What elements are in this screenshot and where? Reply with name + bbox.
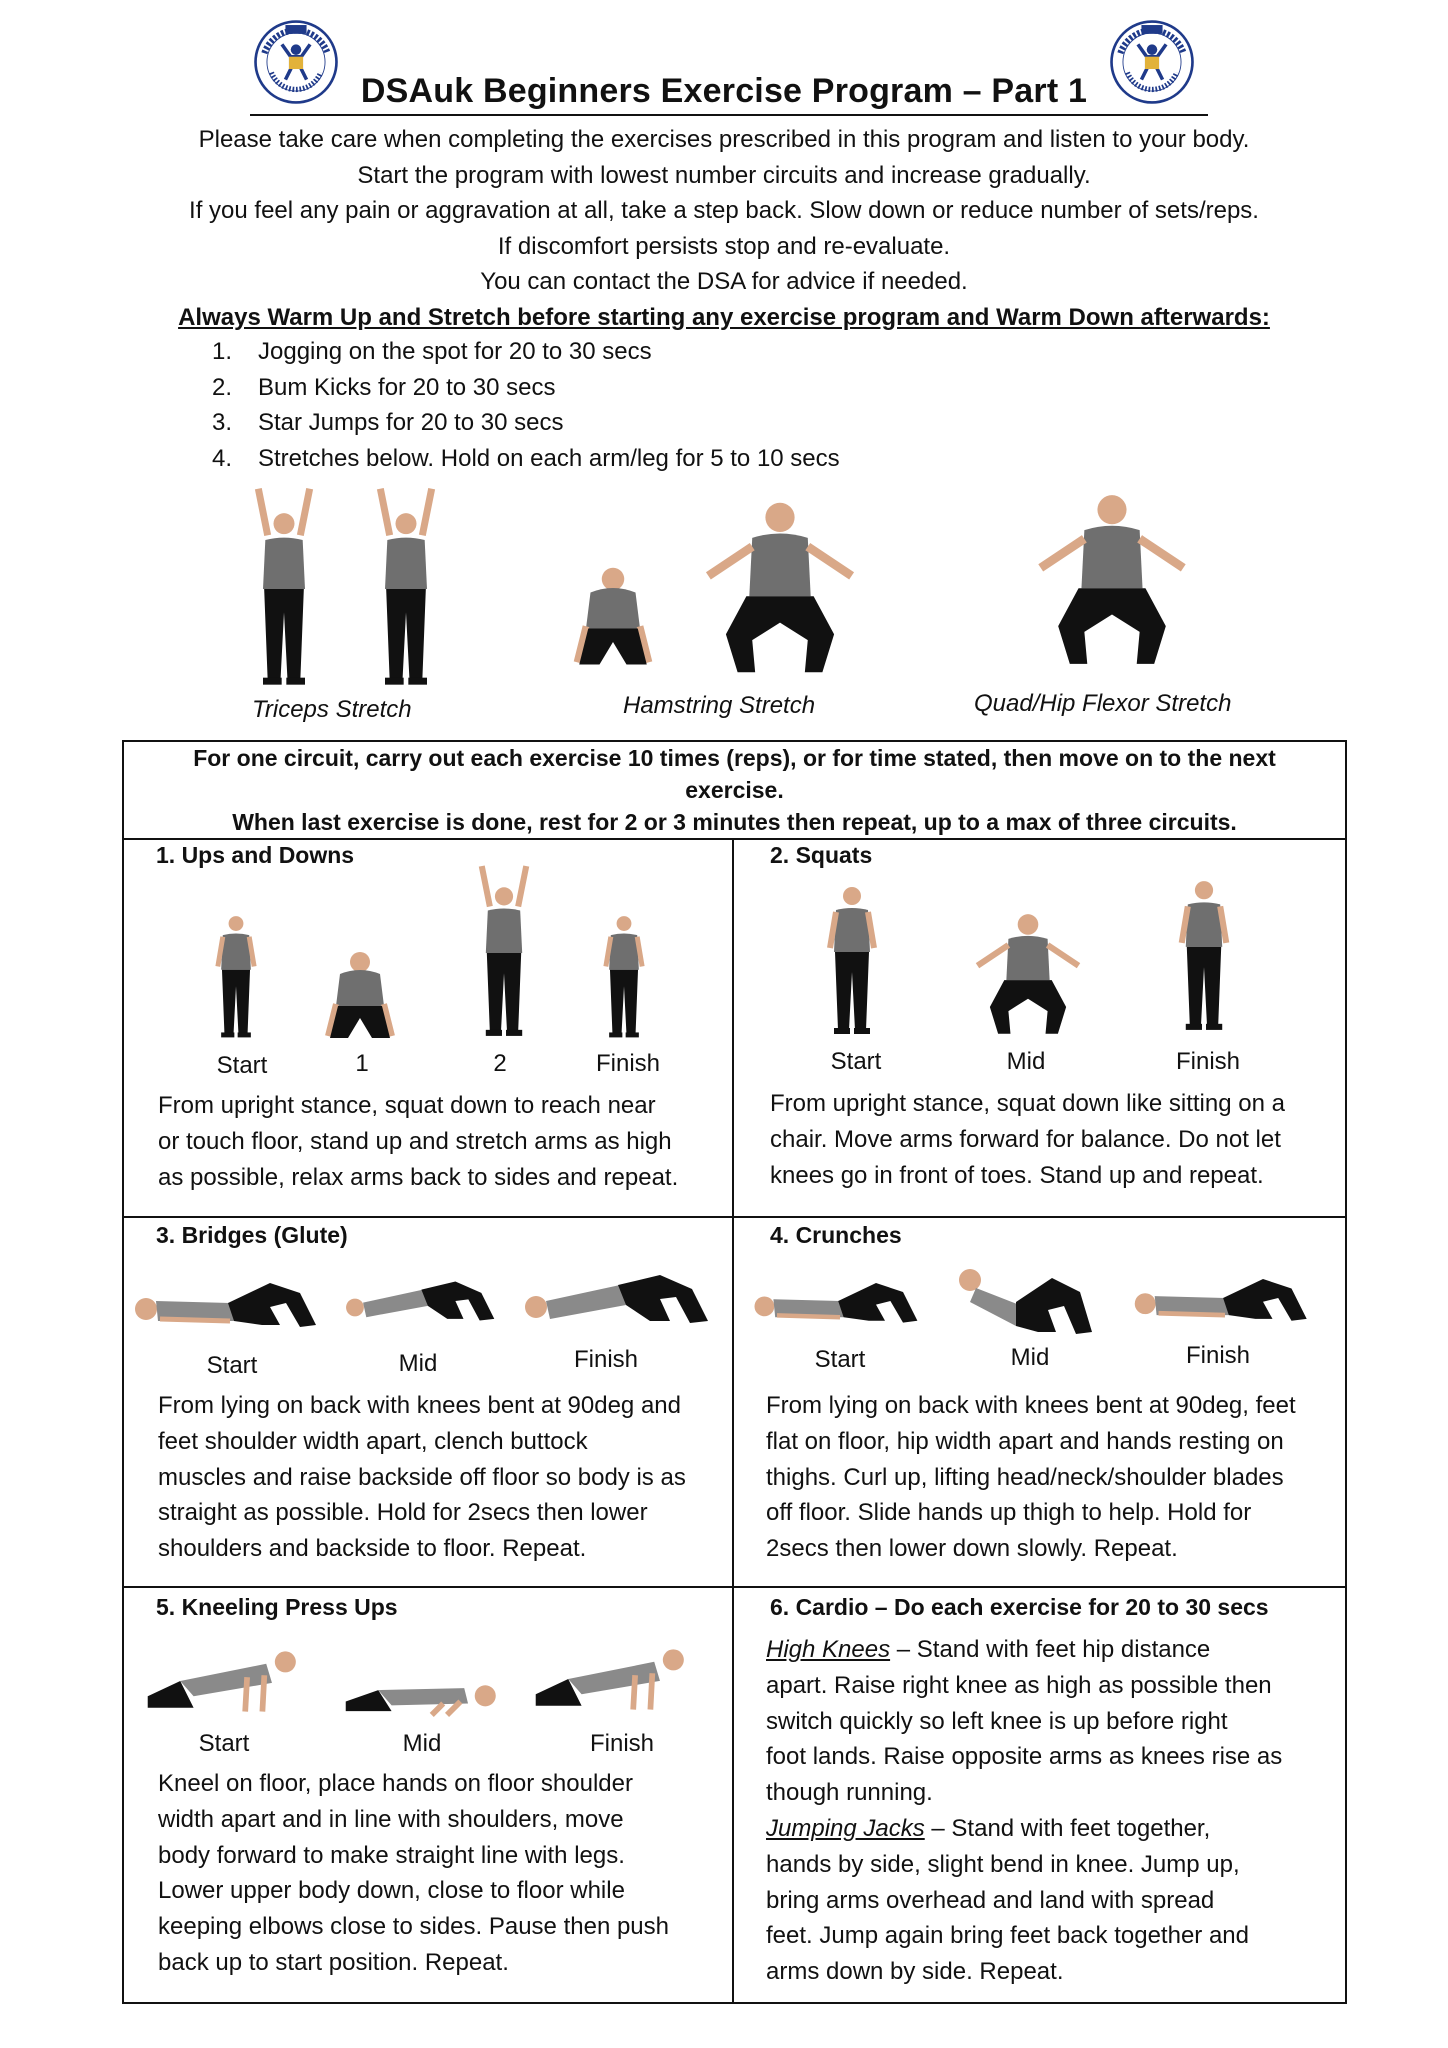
exercise-title: 4. Crunches xyxy=(770,1222,902,1248)
description-line: width apart and in line with shoulders, move xyxy=(158,1805,624,1833)
bridges-start-photo xyxy=(130,1270,330,1336)
description-line: off floor. Slide hands up thigh to help. Hold for xyxy=(766,1499,1252,1527)
intro-line: Please take care when completing the exercises prescribed in this program and listen to your body. xyxy=(198,126,1250,153)
warmup-heading: Always Warm Up and Stretch before starting any exercise program and Warm Down afterwards: xyxy=(178,303,1270,331)
divider xyxy=(122,838,1347,840)
list-text: Jogging on the spot for 20 to 30 secs xyxy=(258,338,652,365)
exercise-description xyxy=(158,1766,669,1981)
hamstring-stretch-caption: Hamstring Stretch xyxy=(623,692,816,719)
description-line: From upright stance, squat down to reach near xyxy=(158,1092,656,1119)
list-text: Bum Kicks for 20 to 30 secs xyxy=(258,373,556,401)
description-line: apart. Raise right knee as high as possible then xyxy=(766,1671,1272,1699)
description-line: feet. Jump again bring feet back together and xyxy=(766,1922,1249,1950)
squats-start-photo xyxy=(820,882,884,1042)
step-label: Mid xyxy=(402,1730,442,1757)
warmup-list xyxy=(212,334,840,476)
triceps-stretch-side-photo xyxy=(366,484,446,694)
step-label: Start xyxy=(198,1730,250,1757)
divider xyxy=(122,1586,1347,1588)
description-line: Lower upper body down, close to floor while xyxy=(158,1877,625,1905)
title-underline xyxy=(250,114,1208,116)
description-line: Kneel on floor, place hands on floor shoulder xyxy=(158,1770,633,1797)
quad-stretch-caption: Quad/Hip Flexor Stretch xyxy=(974,690,1232,717)
exercise-title: 2. Squats xyxy=(770,842,873,868)
ups-downs-finish-photo xyxy=(594,912,654,1044)
description-line: body forward to make straight line with legs. xyxy=(158,1841,625,1869)
description-line: hands by side, slight bend in knee. Jump up, xyxy=(766,1850,1240,1878)
squats-mid-photo xyxy=(970,908,1086,1042)
exercise-title: 5. Kneeling Press Ups xyxy=(156,1594,398,1620)
description-line: From lying on back with knees bent at 90deg, feet xyxy=(766,1392,1296,1419)
description-line xyxy=(766,1632,1282,1668)
bridges-mid-photo xyxy=(342,1268,504,1334)
step-label: Finish xyxy=(1175,1048,1241,1075)
intro-line: You can contact the DSA for advice if needed. xyxy=(480,268,968,295)
list-number: 4. xyxy=(212,444,233,472)
description-line: or touch floor, stand up and stretch arms as high xyxy=(158,1127,672,1155)
list-item xyxy=(212,370,840,406)
exercise-description xyxy=(770,1086,1285,1193)
hamstring-stretch-front-photo xyxy=(568,540,658,690)
step-label: Start xyxy=(206,1352,258,1379)
description-line: From lying on back with knees bent at 90deg and xyxy=(158,1392,681,1419)
list-number: 1. xyxy=(212,338,233,365)
exercise-title: 3. Bridges (Glute) xyxy=(156,1222,348,1248)
press-ups-finish-photo xyxy=(530,1638,702,1720)
press-ups-start-photo xyxy=(142,1640,314,1722)
description-line: arms down by side. Repeat. xyxy=(766,1958,1064,1986)
description-line: keeping elbows close to sides. Pause then push xyxy=(158,1913,669,1941)
description-line: chair. Move arms forward for balance. Do not let xyxy=(770,1125,1281,1153)
step-label: Finish xyxy=(1185,1342,1251,1369)
hamstring-stretch-side-photo xyxy=(690,494,870,684)
circuit-instructions xyxy=(124,742,1345,839)
exercise-title: 1. Ups and Downs xyxy=(156,842,355,868)
step-label: Finish xyxy=(573,1346,639,1373)
step-label: Finish xyxy=(589,1730,655,1757)
exercise-description xyxy=(158,1388,686,1567)
exercise-title: 6. Cardio – Do each exercise for 20 to 30 secs xyxy=(770,1594,1269,1620)
step-label: Start xyxy=(814,1346,866,1373)
circuit-line: exercise. xyxy=(685,777,784,803)
divider xyxy=(732,838,734,2004)
step-label: 1 xyxy=(355,1050,369,1077)
intro-line: If discomfort persists stop and re-evaluate. xyxy=(497,232,951,260)
triceps-stretch-caption: Triceps Stretch xyxy=(252,696,412,723)
ups-downs-2-photo xyxy=(470,862,538,1044)
description-line: shoulders and backside to floor. Repeat. xyxy=(158,1535,587,1563)
step-label: Mid xyxy=(1006,1048,1046,1075)
step-label: Mid xyxy=(398,1350,438,1377)
triceps-stretch-front-photo xyxy=(244,484,324,694)
page-title: DSAuk Beginners Exercise Program – Part 1 xyxy=(360,72,1088,110)
description-line xyxy=(766,1811,1282,1847)
step-label: Start xyxy=(830,1048,882,1075)
list-item xyxy=(212,441,840,477)
description-line: though running. xyxy=(766,1779,933,1807)
description-line: knees go in front of toes. Stand up and repeat. xyxy=(770,1161,1264,1189)
divider xyxy=(122,1216,1347,1218)
step-label: Finish xyxy=(595,1050,661,1077)
exercise-description xyxy=(158,1088,678,1195)
ups-downs-start-photo xyxy=(206,912,266,1044)
intro-line: If you feel any pain or aggravation at all, take a step back. Slow down or reduce number of sets/reps. xyxy=(189,197,1259,224)
description-line: switch quickly so left knee is up before right xyxy=(766,1707,1228,1735)
description-line: bring arms overhead and land with spread xyxy=(766,1886,1215,1914)
description-line: thighs. Curl up, lifting head/neck/shoulder blades xyxy=(766,1463,1284,1491)
high-knees-label: High Knees xyxy=(766,1636,891,1663)
list-number: 3. xyxy=(212,409,233,436)
quad-stretch-photo xyxy=(1032,476,1192,686)
crunches-mid-photo xyxy=(952,1262,1102,1342)
crunches-finish-photo xyxy=(1130,1266,1320,1330)
ups-downs-1-photo xyxy=(320,944,400,1044)
list-number: 2. xyxy=(212,373,233,401)
list-text: Star Jumps for 20 to 30 secs xyxy=(258,409,564,436)
bridges-finish-photo xyxy=(520,1268,720,1330)
exercise-description xyxy=(766,1632,1282,1990)
intro-text xyxy=(0,122,1448,335)
list-item xyxy=(212,334,840,370)
press-ups-mid-photo xyxy=(340,1662,512,1722)
description-line: straight as possible. Hold for 2secs then lower xyxy=(158,1499,648,1527)
step-label: Start xyxy=(216,1052,268,1079)
jumping-jacks-label: Jumping Jacks xyxy=(766,1814,925,1842)
high-knees-text: – Stand with feet hip distance xyxy=(890,1636,1211,1663)
description-line: muscles and raise backside off floor so body is as xyxy=(158,1463,686,1491)
jumping-jacks-text: – Stand with feet together, xyxy=(924,1814,1211,1842)
description-line: flat on floor, hip width apart and hands resting on xyxy=(766,1427,1284,1455)
step-label: Mid xyxy=(1010,1344,1050,1371)
crunches-start-photo xyxy=(750,1270,930,1332)
description-line: From upright stance, squat down like sitting on a xyxy=(770,1090,1285,1117)
squats-finish-photo xyxy=(1172,876,1236,1038)
list-text: Stretches below. Hold on each arm/leg for 5 to 10 secs xyxy=(258,444,840,472)
circuit-line: When last exercise is done, rest for 2 or 3 minutes then repeat, up to a max of three circuits. xyxy=(232,809,1237,835)
description-line: feet shoulder width apart, clench buttock xyxy=(158,1427,588,1455)
exercise-description xyxy=(766,1388,1296,1567)
description-line: as possible, relax arms back to sides and repeat. xyxy=(158,1163,679,1191)
list-item xyxy=(212,405,840,441)
step-label: 2 xyxy=(493,1050,507,1077)
description-line: back up to start position. Repeat. xyxy=(158,1948,509,1976)
circuit-line: For one circuit, carry out each exercise 10 times (reps), or for time stated, then move on to the next xyxy=(193,745,1276,771)
intro-line: Start the program with lowest number circuits and increase gradually. xyxy=(357,161,1091,189)
description-line: 2secs then lower down slowly. Repeat. xyxy=(766,1535,1178,1563)
description-line: foot lands. Raise opposite arms as knees rise as xyxy=(766,1743,1283,1771)
